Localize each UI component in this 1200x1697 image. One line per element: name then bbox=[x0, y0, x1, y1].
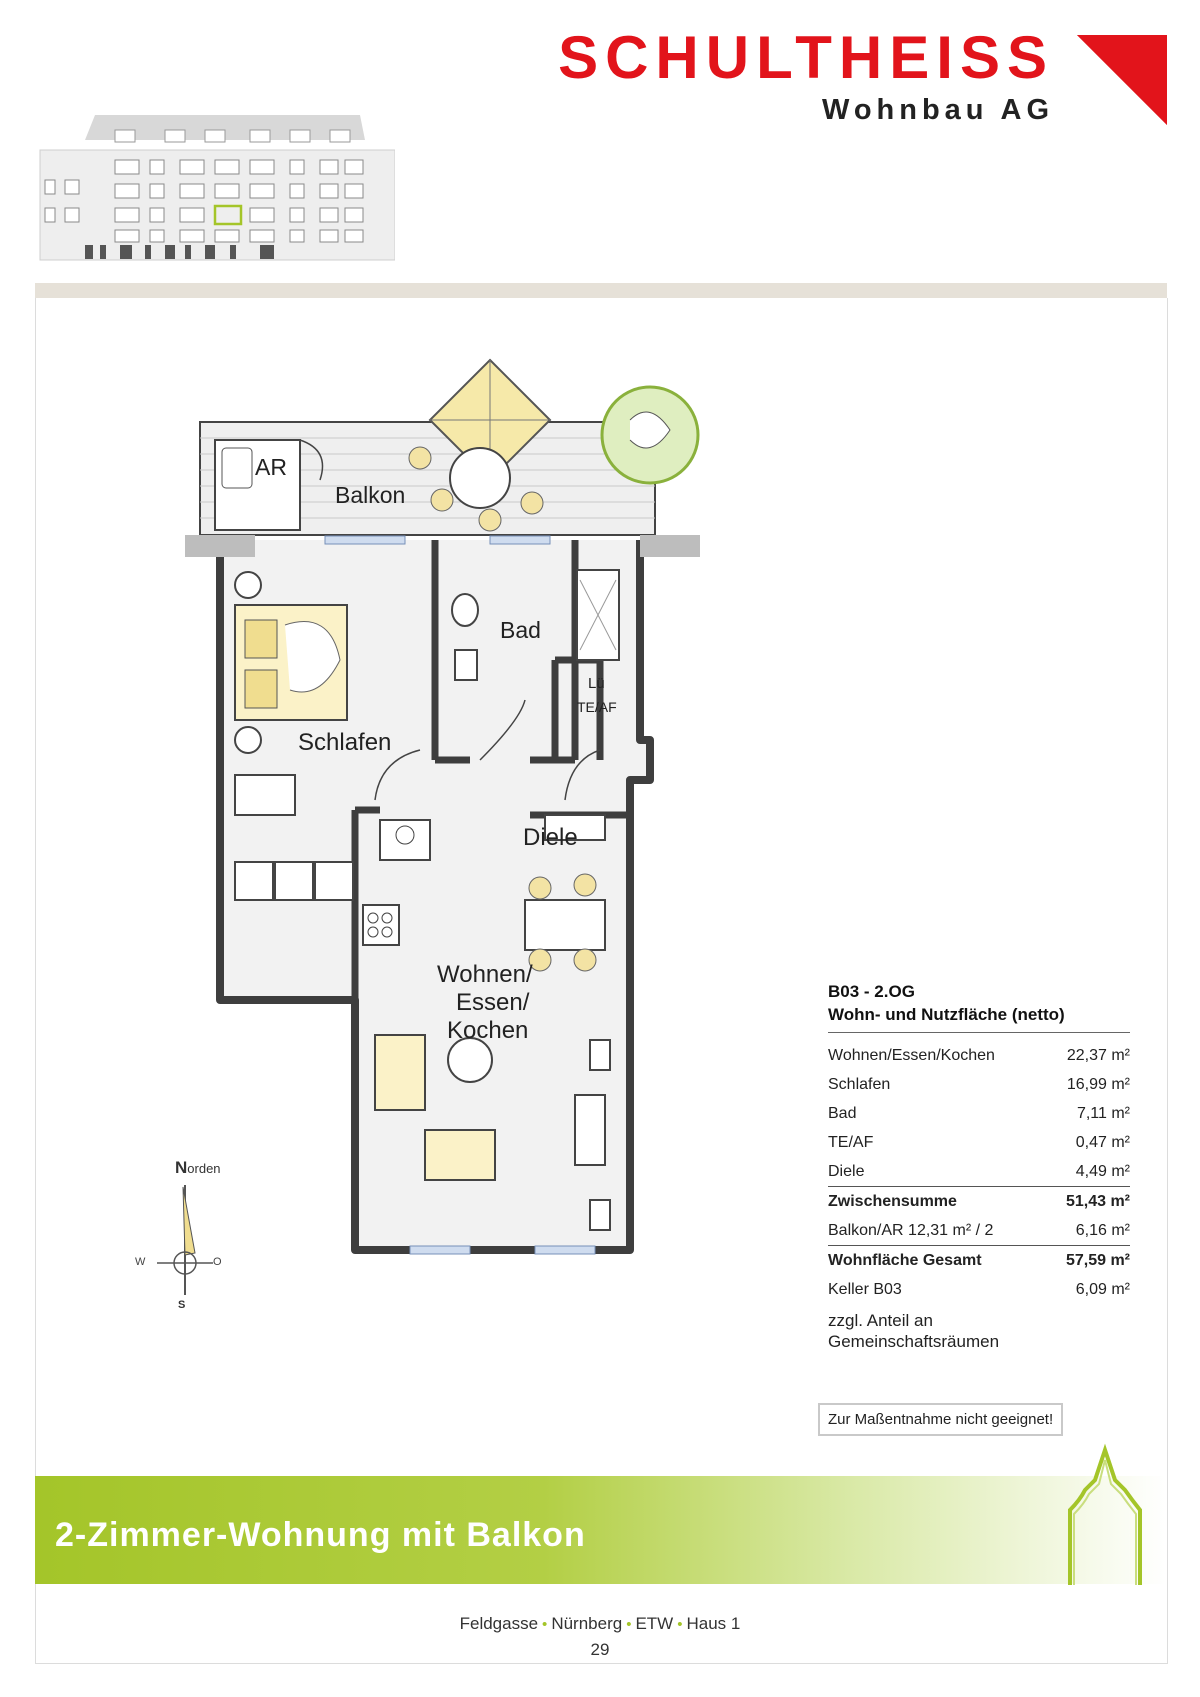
room-label-schlafen: Schlafen bbox=[298, 729, 392, 756]
brand-subtitle: Wohnbau AG bbox=[821, 94, 1054, 126]
banner-title: 2-Zimmer-Wohnung mit Balkon bbox=[55, 1516, 586, 1554]
room-label-ar: AR bbox=[255, 454, 287, 480]
area-row: TE/AF 0,47 m² bbox=[828, 1134, 1130, 1151]
area-row: Schlafen 16,99 m² bbox=[828, 1076, 1130, 1093]
subtotal-row: Zwischensumme 51,43 m² bbox=[828, 1193, 1130, 1210]
compass-icon bbox=[135, 1155, 255, 1315]
brand-flag-icon bbox=[1077, 35, 1167, 125]
cellar-row: Keller B03 6,09 m² bbox=[828, 1281, 1130, 1298]
brand-logo bbox=[558, 24, 1054, 127]
area-row: Bad 7,11 m² bbox=[828, 1105, 1130, 1122]
compass-north-label: Norden bbox=[175, 1158, 221, 1177]
footer-location: Feldgasse • Nürnberg • ETW • Haus 1 bbox=[459, 1614, 741, 1633]
unit-title: B03 - 2.OG bbox=[828, 982, 915, 1001]
measurement-disclaimer: Zur Maßentnahme nicht geeignet! bbox=[818, 1403, 1063, 1436]
compass bbox=[135, 1155, 255, 1315]
compass-west-label: W bbox=[135, 1256, 146, 1268]
area-table bbox=[828, 980, 1130, 1352]
building-elevation-thumbnail bbox=[35, 110, 395, 275]
room-label-teaf: TE/AF bbox=[577, 699, 617, 715]
shared-rooms-note: zzgl. Anteil an Gemeinschaftsräumen bbox=[828, 1311, 1000, 1351]
compass-east-label: O bbox=[213, 1256, 222, 1268]
room-label-balkon: Balkon bbox=[335, 482, 406, 508]
room-label-kochen: Kochen bbox=[447, 1017, 529, 1044]
floor-plan bbox=[180, 340, 760, 1280]
area-row: Diele 4,49 m² bbox=[828, 1157, 1130, 1187]
room-label-wohnen: Wohnen/ bbox=[437, 961, 533, 988]
room-label-diele: Diele bbox=[523, 824, 578, 851]
brand-name: SCHULTHEISS bbox=[558, 24, 1054, 91]
tower-icon bbox=[1060, 1440, 1150, 1590]
room-label-essen: Essen/ bbox=[456, 989, 530, 1016]
area-table-heading: Wohn- und Nutzfläche (netto) bbox=[828, 1003, 1130, 1033]
balcony-row: Balkon/AR 12,31 m² / 2 6,16 m² bbox=[828, 1216, 1130, 1246]
header-divider-band bbox=[35, 283, 1167, 298]
page-number: 29 bbox=[590, 1640, 610, 1659]
compass-south-label: S bbox=[178, 1299, 186, 1311]
room-label-bad: Bad bbox=[500, 617, 541, 643]
title-banner bbox=[35, 1476, 1166, 1584]
area-row: Wohnen/Essen/Kochen 22,37 m² bbox=[828, 1047, 1130, 1064]
room-label-lue: Lü bbox=[588, 675, 605, 692]
total-row: Wohnfläche Gesamt 57,59 m² bbox=[828, 1252, 1130, 1269]
